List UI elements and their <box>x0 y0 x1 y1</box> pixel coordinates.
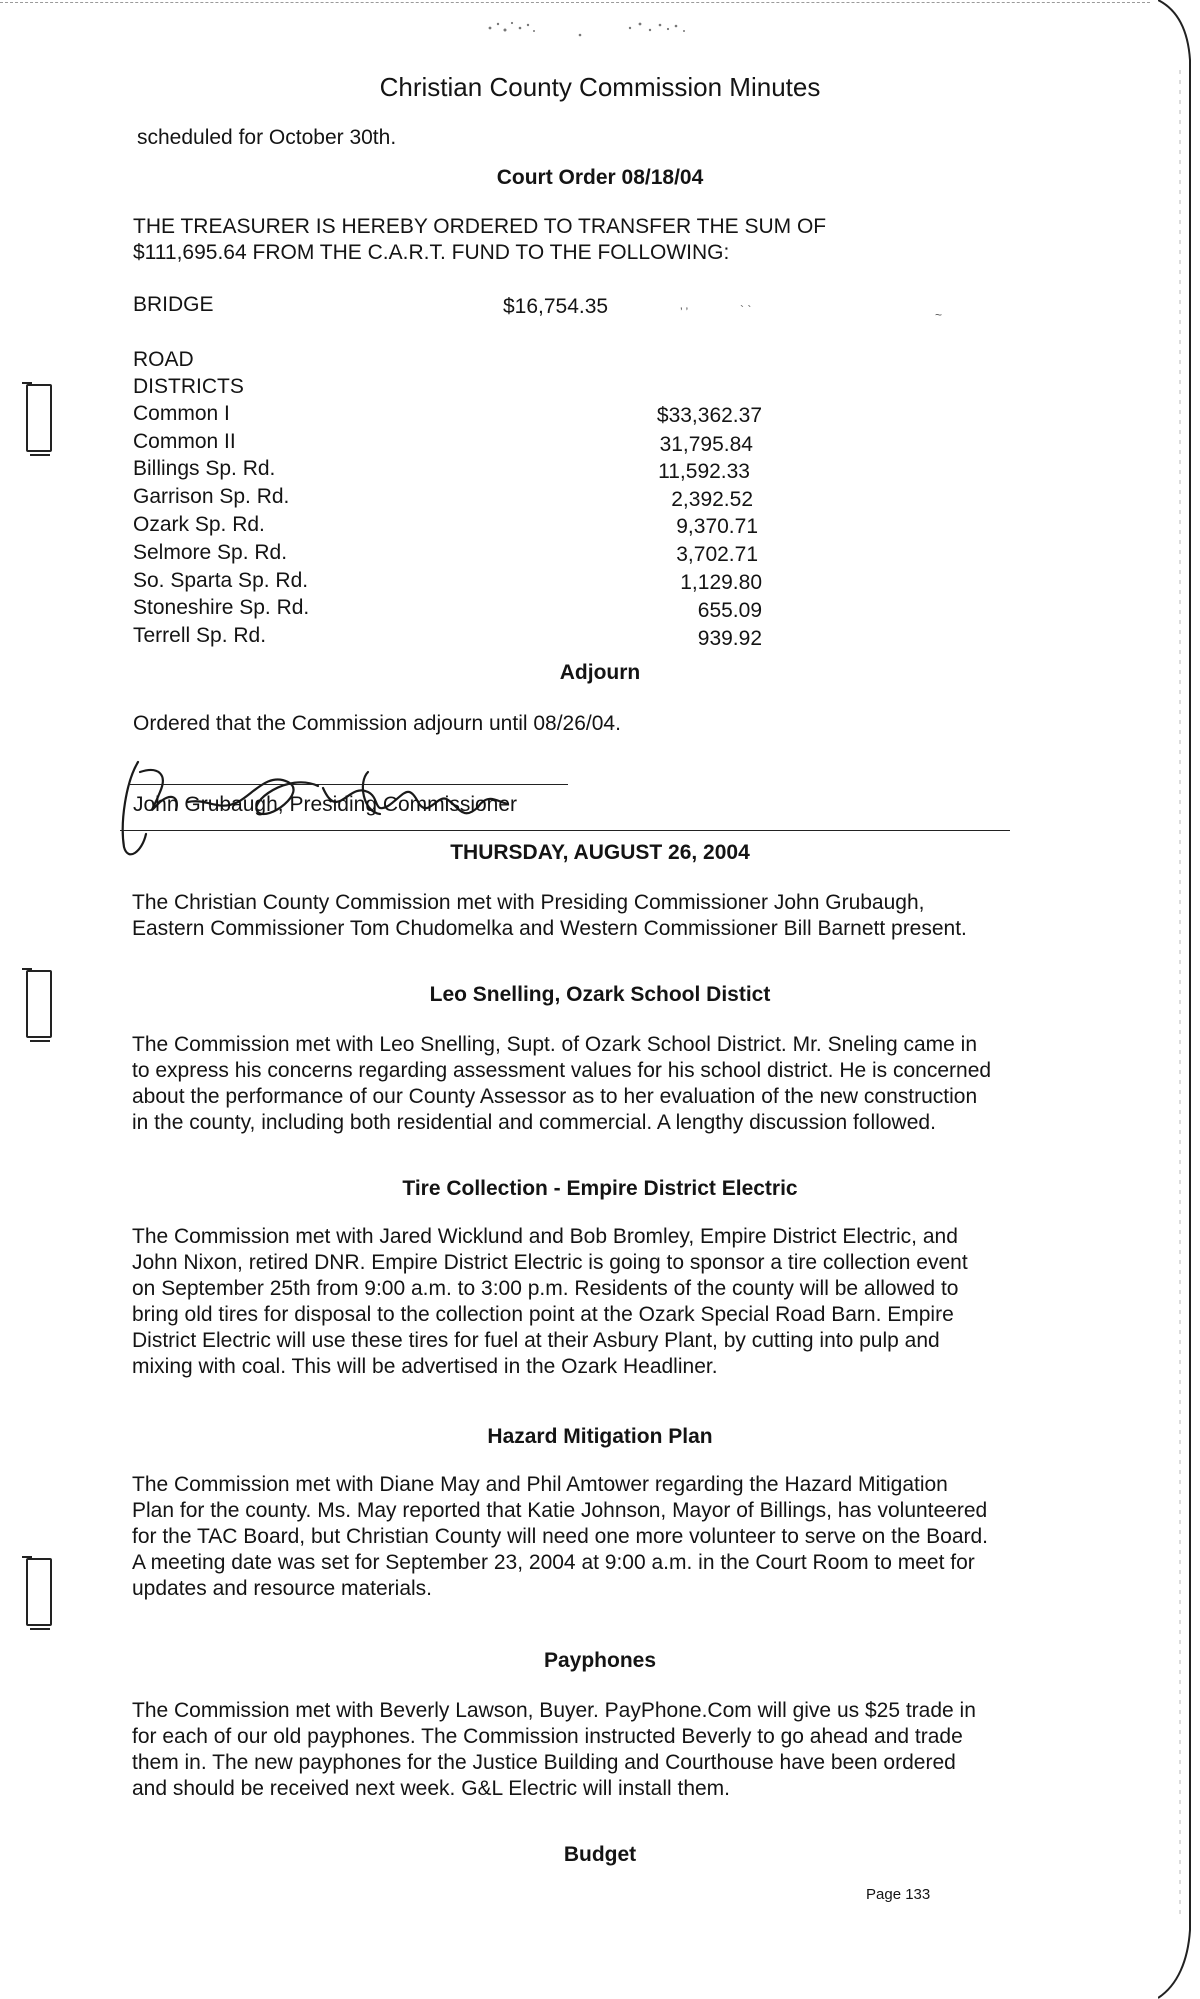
court-order-heading: Court Order 08/18/04 <box>496 166 704 189</box>
payphones-paragraph <box>132 1698 992 1802</box>
district-label: Common I <box>133 402 230 425</box>
section-divider <box>120 830 1010 831</box>
district-amount: 939.92 <box>697 627 762 650</box>
district-amount: 9,370.71 <box>676 515 758 538</box>
scan-noise-top <box>470 14 730 44</box>
adjourn-text: Ordered that the Commission adjourn until 08/26/04. <box>133 712 621 735</box>
bridge-amount: $16,754.35 <box>503 295 609 318</box>
district-amount: 3,702.71 <box>676 543 758 566</box>
district-amount: $33,362.37 <box>656 404 762 427</box>
budget-heading: Budget <box>563 1843 637 1866</box>
district-label: Ozark Sp. Rd. <box>133 513 265 536</box>
payphones-text: The Commission met with Beverly Lawson, Buyer. PayPhone.Com will give us $25 trade in for each of our old payphones. The Commission instructed Beverly to go ahead and trade them in. The new payphones for the Justice Building and Courthouse have been ordered and should be received next week. G&L Electric will install them. <box>132 1699 976 1800</box>
districts-heading: DISTRICTS <box>133 375 244 398</box>
order-line-2: $111,695.64 FROM THE C.A.R.T. FUND TO THE FOLLOWING: <box>133 241 730 264</box>
district-label: Common II <box>133 430 236 453</box>
district-label: Billings Sp. Rd. <box>133 457 276 480</box>
tire-heading: Tire Collection - Empire District Electric <box>402 1177 798 1200</box>
tire-paragraph <box>132 1224 992 1380</box>
road-heading: ROAD <box>133 348 194 371</box>
bridge-label: BRIDGE <box>133 293 214 316</box>
continuation-text: scheduled for October 30th. <box>137 126 397 149</box>
tire-text: The Commission met with Jared Wicklund and Bob Bromley, Empire District Electric, and John Nixon, retired DNR. Empire District Electric is going to sponsor a tire collection event on September 25th from 9:00 a.m. to 3:00 p.m. Residents of the county will be allowed to bring old tires for disposal to the collection point at the Ozark Special Road Barn. Empire District Electric will use these tires for fuel at their Asbury Plant, by cutting into pulp and mixing with coal. This will be advertised in the Ozark Headliner. <box>132 1225 968 1378</box>
scan-mark: ` ` <box>740 303 752 317</box>
hazard-heading: Hazard Mitigation Plan <box>487 1425 713 1448</box>
hazard-text: The Commission met with Diane May and Phil Amtower regarding the Hazard Mitigation Plan for the county. Ms. May reported that Katie Johnson, Mayor of Billings, has volunteered for the TAC Board, but Christian County will need one more volunteer to serve on the Board. A meeting date was set for September 23, 2004 at 9:00 a.m. in the Court Room to meet for updates and resource materials. <box>132 1473 989 1600</box>
binder-hole-bottom <box>26 1558 52 1626</box>
snelling-text: The Commission met with Leo Snelling, Supt. of Ozark School District. Mr. Sneling came in to express his concerns regarding assessment values for his school district. He is concerned about the performance of our County Assessor as to her evaluation of the new construction in the county, including both residential and commercial. A lengthy discussion followed. <box>132 1033 992 1134</box>
district-amount: 31,795.84 <box>659 433 753 456</box>
district-amount: 11,592.33 <box>658 460 750 483</box>
district-amount: 655.09 <box>697 599 762 622</box>
signature-line <box>128 784 568 785</box>
district-label: Terrell Sp. Rd. <box>133 624 267 647</box>
payphones-heading: Payphones <box>543 1649 657 1672</box>
district-label: Stoneshire Sp. Rd. <box>133 596 310 619</box>
district-amount: 2,392.52 <box>671 488 753 511</box>
scan-top-edge <box>0 2 1150 3</box>
district-label: Selmore Sp. Rd. <box>133 541 288 564</box>
hazard-paragraph <box>132 1472 992 1602</box>
adjourn-heading: Adjourn <box>559 661 641 684</box>
district-amount: 1,129.80 <box>680 571 762 594</box>
snelling-heading: Leo Snelling, Ozark School Distict <box>429 983 771 1006</box>
page-number: Page 133 <box>866 1886 931 1903</box>
snelling-paragraph <box>132 1032 992 1136</box>
intro-text: The Christian County Commission met with Presiding Commissioner John Grubaugh, Eastern Commissioner Tom Chudomelka and Western Commissioner Bill Barnett present. <box>132 891 967 940</box>
document-title: Christian County Commission Minutes <box>379 72 821 102</box>
intro-paragraph <box>132 890 992 942</box>
order-line-1: THE TREASURER IS HEREBY ORDERED TO TRANSFER THE SUM OF <box>133 215 827 238</box>
scan-mark: ~ <box>935 308 943 322</box>
binder-hole-top <box>26 384 52 452</box>
meeting-date-heading: THURSDAY, AUGUST 26, 2004 <box>450 841 750 864</box>
scan-mark: ’ ’ <box>680 305 689 319</box>
signer-name: John Grubaugh, Presiding Commissioner <box>133 793 518 816</box>
district-label: So. Sparta Sp. Rd. <box>133 569 309 592</box>
district-label: Garrison Sp. Rd. <box>133 485 290 508</box>
